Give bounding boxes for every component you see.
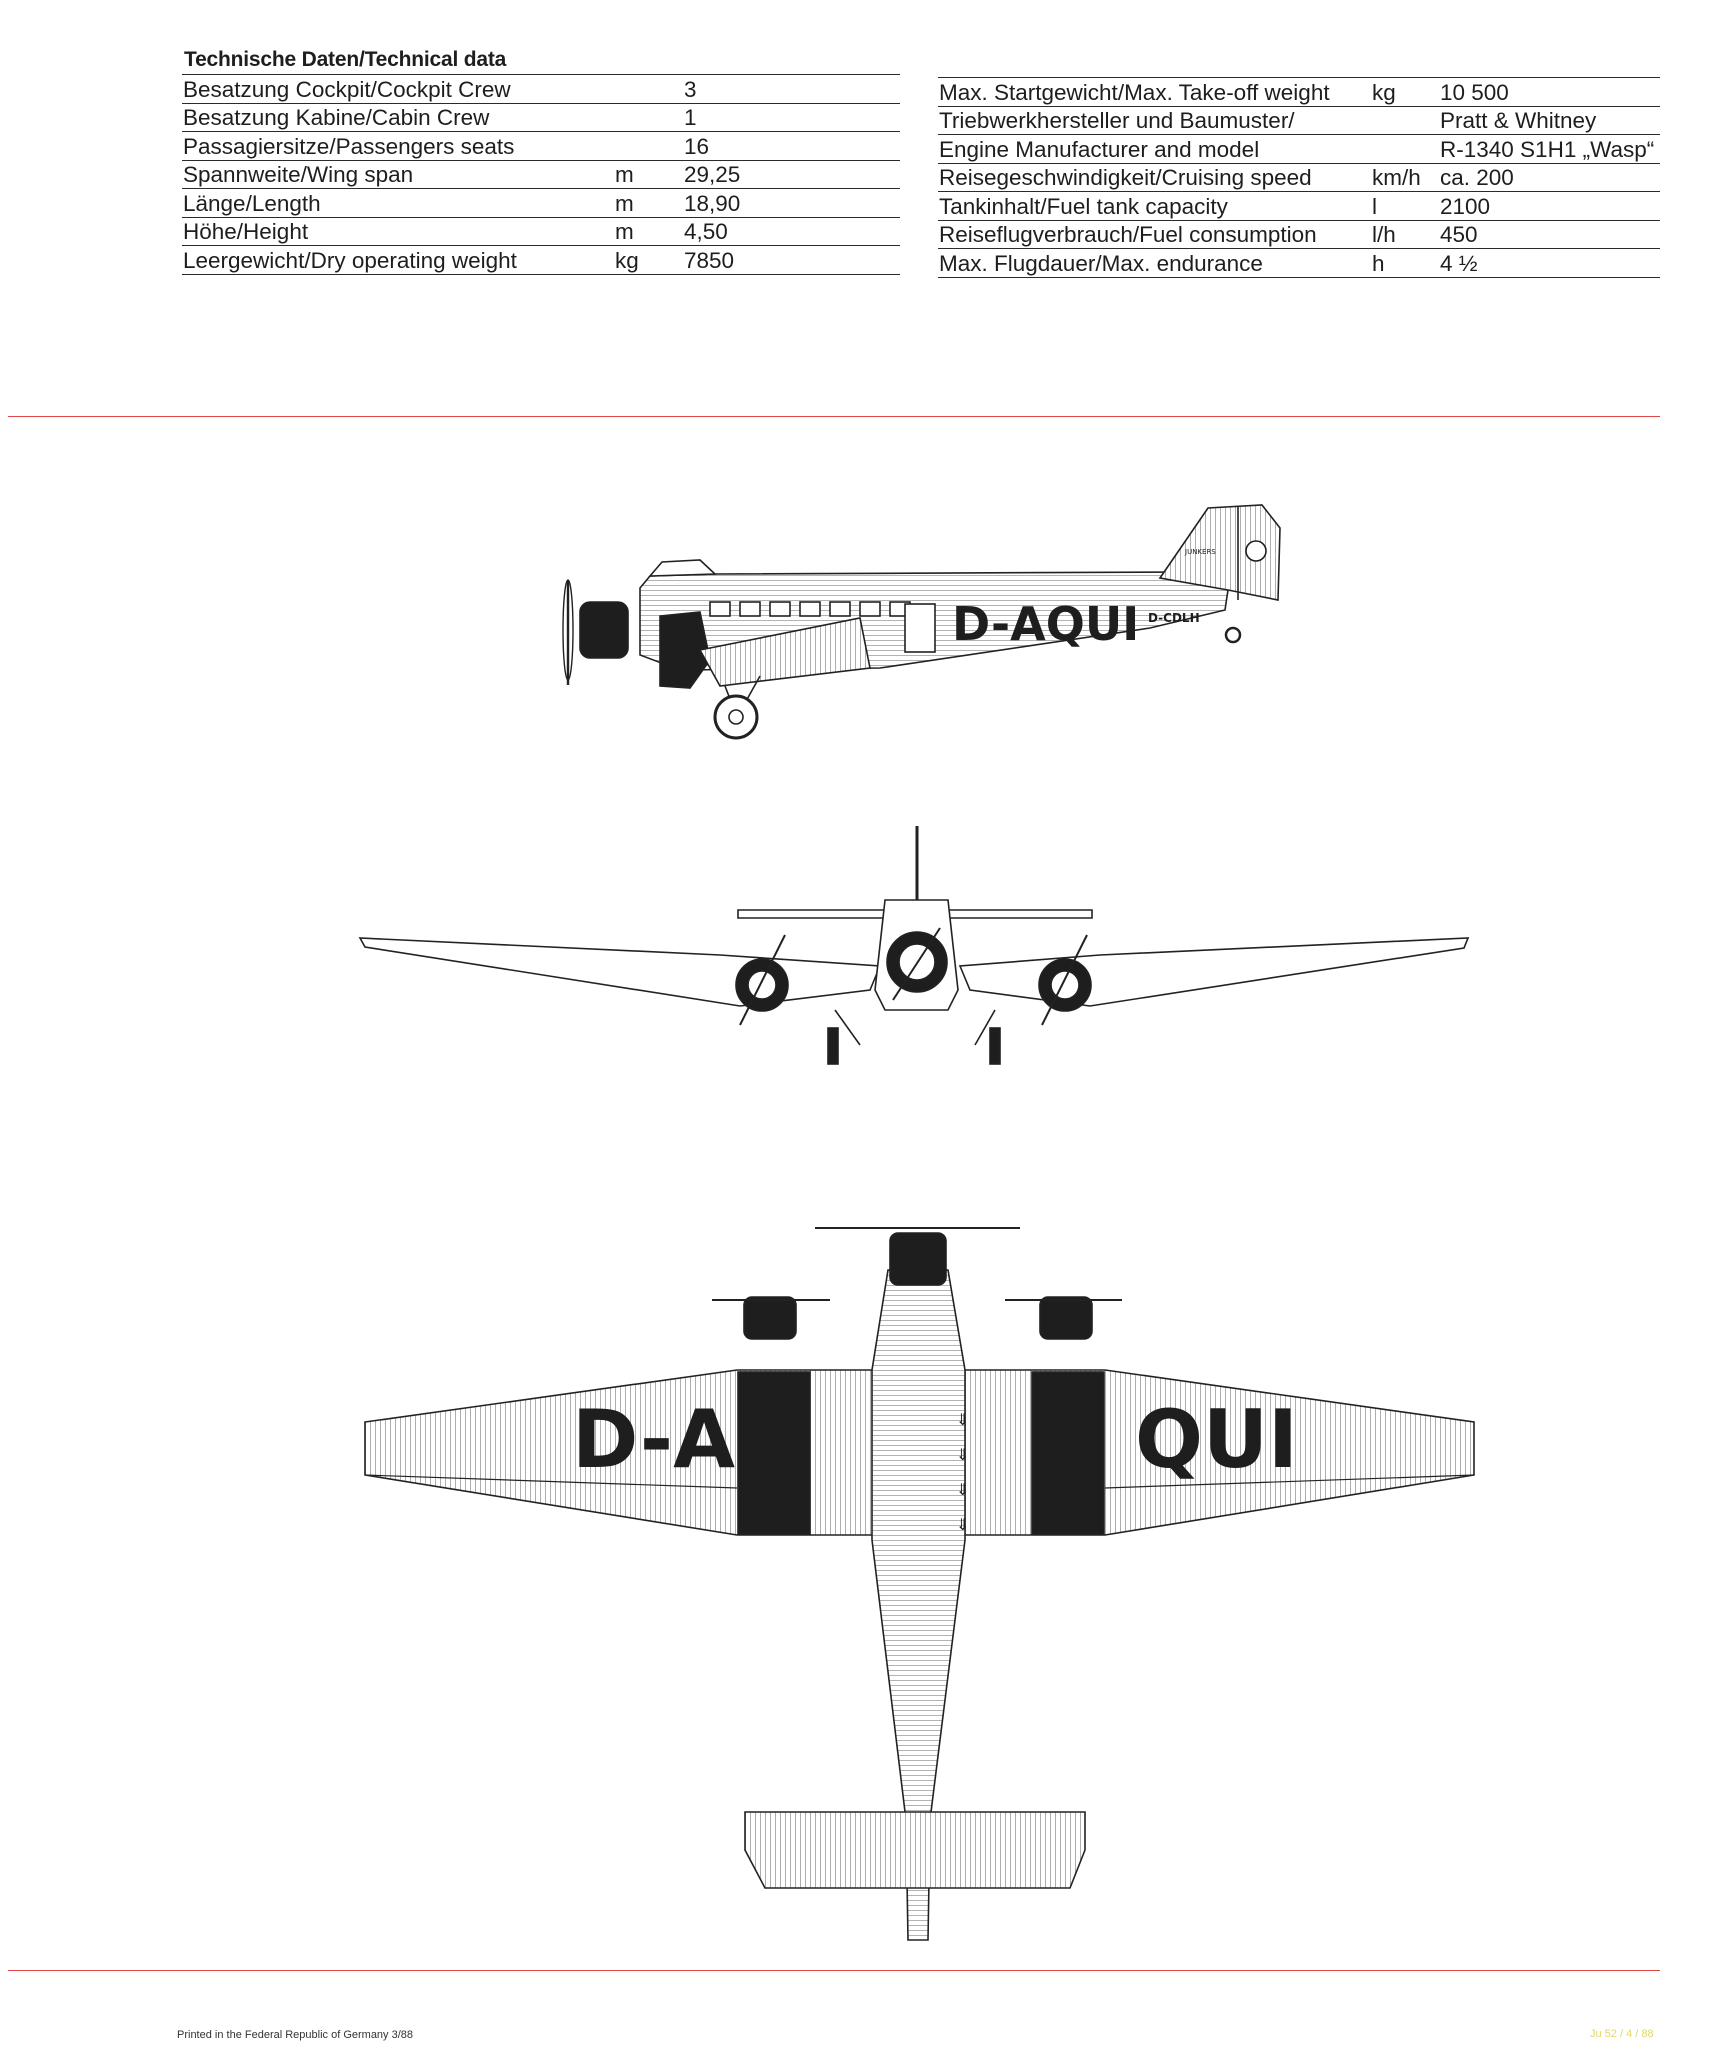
red-rule-bottom [8, 1970, 1660, 1971]
spec-value: 16 [683, 132, 900, 161]
spec-value: 4,50 [683, 217, 900, 246]
wing-registration-right: QUI [1135, 1393, 1298, 1486]
spec-unit: m [614, 160, 683, 189]
spec-value: R-1340 S1H1 „Wasp“ [1439, 135, 1660, 164]
spec-unit: km/h [1371, 163, 1439, 192]
spec-value: Pratt & Whitney [1439, 106, 1660, 135]
printed-note: Printed in the Federal Republic of Germany 3/88 [177, 2029, 414, 2041]
spec-label: Höhe/Height [182, 217, 614, 246]
spec-label: Tankinhalt/Fuel tank capacity [938, 192, 1371, 221]
reference-code: Ju 52 / 4 / 88 [1590, 2028, 1654, 2040]
spec-unit: m [614, 189, 683, 218]
tail-registration: D-CDLH [1148, 611, 1200, 625]
spec-value: 10 500 [1439, 78, 1660, 107]
spec-label: Max. Flugdauer/Max. endurance [938, 249, 1371, 278]
spec-unit: kg [1371, 78, 1439, 107]
spec-unit: l/h [1371, 220, 1439, 249]
spec-label: Besatzung Kabine/Cabin Crew [182, 103, 614, 132]
spec-value: 1 [683, 103, 900, 132]
spec-label: Engine Manufacturer and model [938, 135, 1371, 164]
spec-label: Passagiersitze/Passengers seats [182, 132, 614, 161]
spec-label: Reisegeschwindigkeit/Cruising speed [938, 163, 1371, 192]
spec-value: 3 [683, 75, 900, 104]
spec-value: 2100 [1439, 192, 1660, 221]
svg-text:⇓: ⇓ [956, 1480, 970, 1499]
spec-unit: m [614, 217, 683, 246]
spec-label: Reiseflugverbrauch/Fuel consumption [938, 220, 1371, 249]
svg-text:⇓: ⇓ [956, 1410, 970, 1429]
spec-value: ca. 200 [1439, 163, 1660, 192]
svg-text:⇓: ⇓ [956, 1515, 970, 1534]
spec-label: Besatzung Cockpit/Cockpit Crew [182, 75, 614, 104]
lufthansa-crane-logo [1246, 541, 1266, 561]
side-registration: D-AQUI [952, 597, 1140, 651]
spec-unit: h [1371, 249, 1439, 278]
spec-value: 29,25 [683, 160, 900, 189]
spec-value: 450 [1439, 220, 1660, 249]
spec-value: 18,90 [683, 189, 900, 218]
spec-value: 4 ½ [1439, 249, 1660, 278]
wing-registration-left: D-A [572, 1393, 736, 1486]
spec-unit: kg [614, 246, 683, 275]
front-view-drawing [360, 826, 1468, 1064]
spec-label: Triebwerkhersteller und Baumuster/ [938, 106, 1371, 135]
nose-marking: LUFTHANSA [665, 625, 701, 632]
spec-label: Spannweite/Wing span [182, 160, 614, 189]
top-view-drawing [365, 1228, 1474, 1940]
spec-value: 7850 [683, 246, 900, 275]
spec-label: Leergewicht/Dry operating weight [182, 246, 614, 275]
fin-marking: JUNKERS [1185, 548, 1216, 556]
spec-label: Länge/Length [182, 189, 614, 218]
spec-unit: l [1371, 192, 1439, 221]
specs-title: Technische Daten/Technical data [184, 48, 507, 71]
spec-label: Max. Startgewicht/Max. Take-off weight [938, 78, 1371, 107]
svg-text:⇓: ⇓ [956, 1445, 970, 1464]
